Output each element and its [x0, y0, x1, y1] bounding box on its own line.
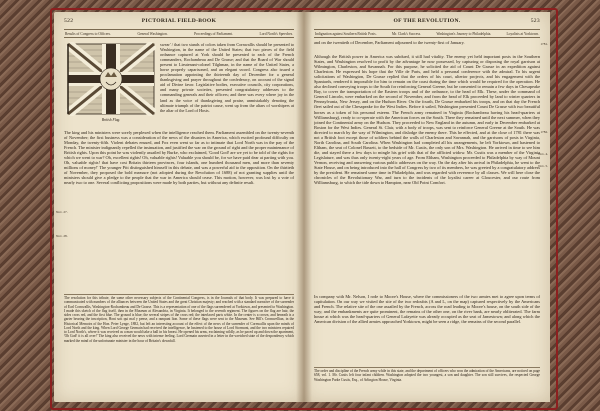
margin-note: Nov. 4.	[538, 152, 548, 156]
body-text-top: swear' / that two stands of colors taken from Cornwallis should be presented to Washington, in the name of the United States; that two pieces of the field ordnance captured at York should be presented to each of the French commanders, Rochambeau and De Grasse; and that the Board of War should present to Lieutenant-colonel Tilghman, in the name of the United States, a horse properly caparisoned, and an elegant sword. Congress also issued a proclamation appointing the thirteenth day of December for a general thanksgiving and prayer throughout the confederacy, on account of the signal aid of Divine favor. Legislative bodies, executive councils, city corporations, and many private societies, presented congratulatory addresses to the commanding generals and their officers; and there was every where joy in the land as the voice of thanksgiving and praise, unmistakably denoting the ultimate triumph of the patriot cause, went up from the altars of worshipers at the altar of the Lord of Hosts.	[160, 42, 294, 113]
body-text-top: and on the twentieth of December, Parliament adjourned to the twenty-first of January.	[314, 40, 465, 45]
page-number: 522	[64, 18, 74, 24]
footnotes: The order and discipline of the French army while in this state, and the deportment of officers who won the admiration of the Americans, are noticed on page 658, vol. 1. Mr. Custis left four infant children. Washington adopted the two youngest, a son and daughter. The son still survives, the respected George Washington Parke Custis, Esq., of Arlington House, Virginia.	[314, 367, 540, 399]
british-flag-illustration	[66, 42, 156, 116]
footnotes: The resolution for this tribute, the same other necessary subjects of the Continental Congress, is in the Journals of that body. It was prepared to have it communicated with numbers of the alliances between the United States and the great Christian majesty; and reached with a standard narrative of the surrender of Earl Cornwallis, Washington-Rochambeau and De Grasse. This is a representation of one of the flags surrendered at Yorktown, and presented to Washington. I made this sketch of the flag itself, then in the Museum at Alexandria, in Virginia. It belonged to the seventh regiment. The figures on the flag are hair, the sides cross red, and the first blue. The ground is blue; the several stripes of the cross red; the interlaced parts white. In the center is a crown, and beneath is a garter bearing the inscription, Honi soit qui mal y pense, and a rampant lion. Some of these flags were sent to the Museum. See Hill's Cromwellian, in the Historical Memoirs of the Hon. Peter Lynge, 1882, but left an interesting account of the effect of the news of the surrender of Cornwallis upon the minds of Lord North and the king. When Lord George Germain had received the intelligence, he hastened to the house of Lord Stormont, and the two ministers repaired to Lord North's, where it was received as a man would take a ball in his breast. He opened his arms, exclaiming wildly, as he paced up and down the apartment, 'Oh God! it is all over!' The king also received the news with intense feeling. Lord Germain asserted in a letter in the wretched state of the despondency which marked the mind of the unfortunate minister in the hour of Britain's downfall.	[64, 294, 294, 400]
margin-note: Nov. 27.	[56, 210, 68, 214]
book-gutter-shadow	[296, 12, 312, 402]
running-head: Results of Congress to Officers.	[65, 31, 111, 36]
body-text-tail: In company with Mr. Nelson, I rode to Moore's House, where the commissioners of the two armies met to agree upon terms of capitulation. On our way we visited the site of the two redoubts (A and L, on the map) captured respectively by the Americans and French. The relative site of the one assailed by the French, across the road leading to Moore's house, on the south side of the way; and the embankments are quite prominent, the remains of the other one, on the river bank, are nearly obliterated. The farm house at which was the head-quarters of General Lafayette was already occupied as the seat of Jamestown; and along which the American division of the allied armies approached Yorktown, might be seen a ridge, the remains of the second parallel.	[314, 294, 540, 325]
page-header-title: OF THE REVOLUTION.	[393, 18, 461, 24]
running-heads	[314, 29, 540, 38]
body-text-main: The king and his ministers were sorely perplexed when the intelligence reached them. Parliament assembled on the twenty-seventh of November; the first business was a consideration of the news of the disasters in America, which excited profound difficulty on Monday, the twenty-fifth. Violent debates ensued, and Fox even went so far as to intimate that Lord North was in the pay of the French. The minister indignantly repelled the insinuation, and justified the war on the ground of right and the proper maintenance of British rights. Upon this point he was violently assailed by Burke, who exclaimed, 'Good God! are we yet to be told of the rights for which we went to war? Oh, excellent rights! Oh, valuable rights! Valuable you should be, for we have paid dear at parting with you. Oh, valuable rights! that have cost Britain thirteen provinces, four islands, one hundred thousand men, and more than seventy millions of money!' The younger Pitt distinguished himself in this debate, and was a powerful aid to the opposition. On the thirtieth of November, they proposed the bold measure (not adopted during the Revolution of 1688) of not granting supplies until the ministers should give a pledge to the people that the war in America should cease. This motion, however, was lost by a vote of nearly two to one. Several conflicting propositions were made by both parties, but without any definite result.	[64, 130, 294, 186]
running-head: Proceedings of Parliament.	[194, 31, 233, 36]
margin-note: 1782.	[540, 130, 548, 134]
page-number: 523	[530, 18, 540, 24]
margin-note: Nov. 28.	[56, 234, 68, 238]
figure-caption: British Flag.	[101, 118, 121, 122]
running-head: Lord North's Speeches.	[259, 31, 293, 36]
running-heads	[64, 29, 294, 38]
running-head: General Washington.	[137, 31, 168, 36]
page-header-title: PICTORIAL FIELD-BOOK	[141, 18, 217, 24]
right-page-header	[314, 18, 540, 28]
left-page-header	[64, 18, 294, 28]
right-page	[304, 12, 550, 402]
margin-note: Nov. 5.	[538, 164, 548, 168]
left-page	[54, 12, 304, 402]
body-text-main: Although the British power in America was subdued, it still had vitality. The enemy yet held important posts in the Southern States, and Washington resolved to profit by the advantage he now possessed, by capturing or disposing the royal garrison at Wilmington, Charleston, and Savannah. For this purpose, he solicited the aid of Count De Grasse in an expedition against Charleston. He expressed his hope that the Ville de Paris, and held a personal conference with the admiral. To his urgent solicitations of Washington, De Grasse replied that the orders of his court, ulterior projects, and his engagement with the Spaniards, rendered it impossible for him to remain on the coast during the time which would be required for the operation. He also declined conveying troops to the South for reinforcing General Greene, but he consented to remain a few days in Chesapeake Bay, to cover the transportation of the Eastern troops and of the ordnance, to the head of Elk. These, under the command of General Lincoln, were embarked on the second of November, and from the head of Elk proceeded by land to winter quarters in Pennsylvania, New Jersey, and on the Hudson River. On the fourth, De Grasse embarked his troops, and on that day the French fleet sailed out of the Chesapeake for the West Indies. Before it sailed, Washington presented Count De Grasse with two beautiful horses as a token of his personal esteem. The French army remained in Virginia (Rochambeau having his head-quarters at Williamsburg), ready to co-operate with the American forces on the South. There they remained until the next summer, when they joined the Continental army on the Hudson. They proceeded to New England in the autumn, and early in December embarked at Boston for the West Indies. General St. Clair, with a body of troops, was sent to reinforce General Greene at the South. He was directed to march by the way of Wilmington, and dislodge the enemy there. This he effected, and at the close of 1781 there was not a British foot except those of soldiers behind the walls of Charleston and Savannah, and the garrisons of posts in Virginia, North Carolina, and South Carolina. When Washington had completed all his arrangements, he left Yorktown, and hastened to Eltham, the seat of Colonel Bassett, to the bedside of Mr. Custis, the only son of Mrs. Washington. He arrived in time to see him die, and stayed there a few days to mingle his grief with that of the afflicted widow. Mr. Custis was a member of the Virginia Legislature, and was thus only twenty-eight years of age. From Eltham, Washington proceeded to Philadelphia by way of Mount Vernon, receiving and answering various public addresses on the way. On the day after his arrival in Philadelphia, he went to the State House, and on being introduced into the hall of Congress by two of its members, he was greeted by a congratulatory address by the president. He remained some time in Philadelphia, and was regarded with reverence by all classes. We will here close the chronicles of the Revolutionary War, and turn to the incidents of the loyalist career at Gloucester, and our route from Williamsburg, to which the tide down to Hampton, near Old Point Comfort.	[314, 54, 540, 186]
running-head: Indignation against Southern British Posts.	[315, 31, 377, 36]
running-head: Washington's Journey to Philadelphia.	[436, 31, 492, 36]
running-head: Mr. Clark's Success.	[391, 31, 422, 36]
margin-note: 1781.	[540, 42, 548, 46]
running-head: Loyalists at Yorktown.	[506, 31, 539, 36]
